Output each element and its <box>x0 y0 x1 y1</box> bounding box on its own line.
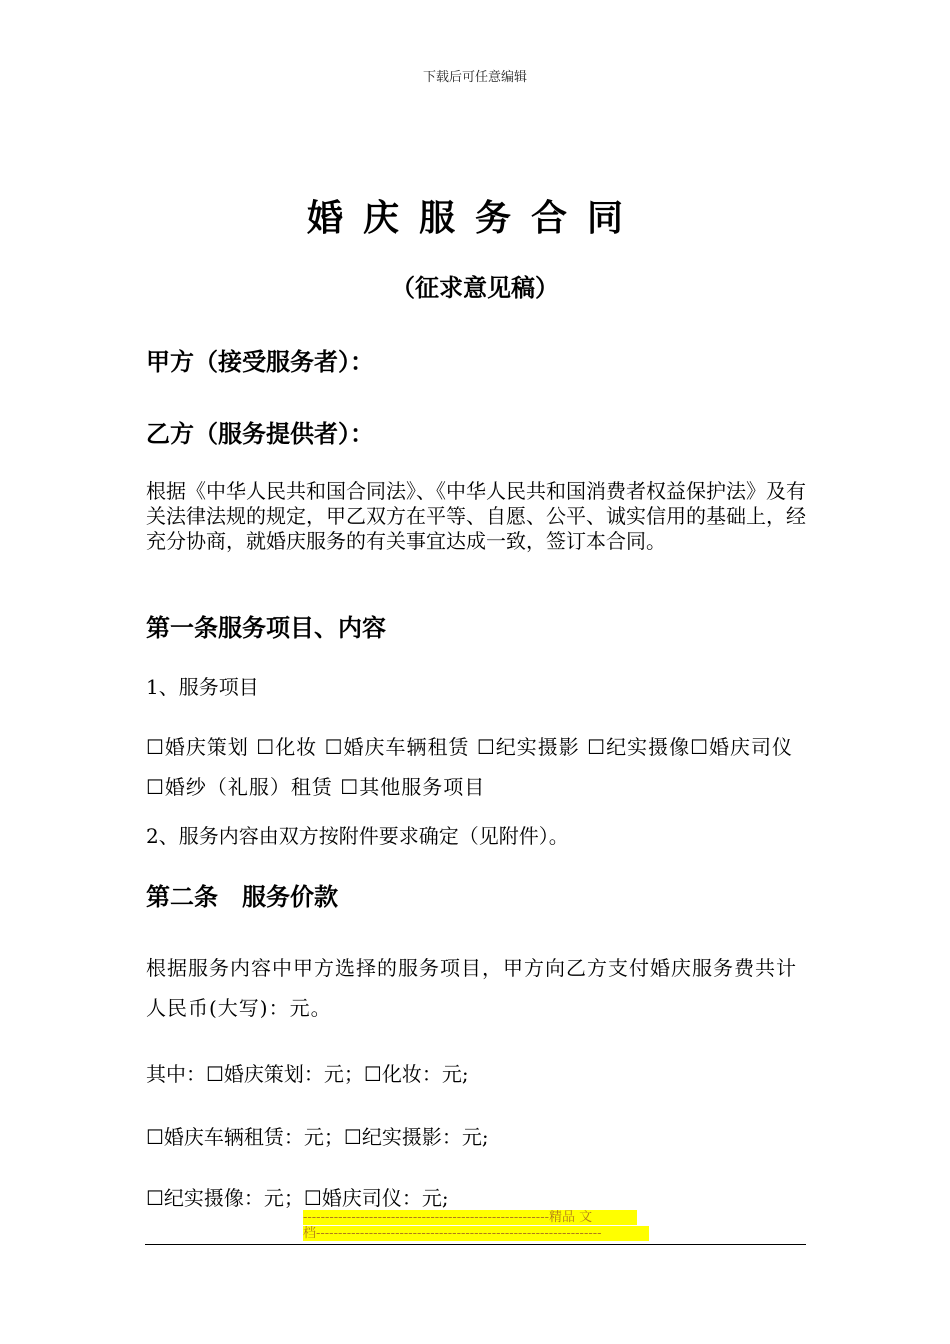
service-options: ☐婚庆策划 ☐化妆 ☐婚庆车辆租赁 ☐纪实摄影 ☐纪实摄像☐婚庆司仪 ☐婚纱（礼服）租赁 ☐其他服务项目 <box>146 735 794 799</box>
party-b-label: 乙方（服务提供者）： <box>146 420 374 448</box>
price-line-2: ☐婚庆车辆租赁：元；☐纪实摄影：元; <box>146 1125 489 1149</box>
article-2-paragraph: 根据服务内容中甲方选择的服务项目，甲方向乙方支付婚庆服务费共计人民币(大写)：元。 <box>146 956 797 1020</box>
document-title: 婚庆服务合同 <box>306 198 643 239</box>
header-note: 下载后可任意编辑 <box>422 70 527 85</box>
document-subtitle: （征求意见稿） <box>391 274 559 302</box>
article-1-item-2: 2、服务内容由双方按附件要求确定（见附件）。 <box>146 824 569 848</box>
article-2-heading: 第二条 服务价款 <box>146 883 338 911</box>
footer-watermark-line-1: --------------------------------------------------------精品 文 <box>303 1210 637 1225</box>
article-1-heading: 第一条服务项目、内容 <box>146 614 386 642</box>
intro-paragraph: 根据《中华人民共和国合同法》、《中华人民共和国消费者权益保护法》及有关法律法规的规定，甲乙双方在平等、自愿、公平、诚实信用的基础上，经充分协商，就婚庆服务的有关事宜达成一致，签订本合同。 <box>146 479 806 553</box>
footer-watermark-line-2: 档----------------------------------------------------------------- <box>303 1226 649 1241</box>
price-line-1: 其中：☐婚庆策划：元；☐化妆：元; <box>146 1062 469 1086</box>
party-a-label: 甲方（接受服务者）： <box>146 348 374 376</box>
footer-divider <box>145 1244 806 1245</box>
price-line-3: ☐纪实摄像：元；☐婚庆司仪：元; <box>146 1186 449 1210</box>
article-1-item-1: 1、服务项目 <box>146 675 259 699</box>
